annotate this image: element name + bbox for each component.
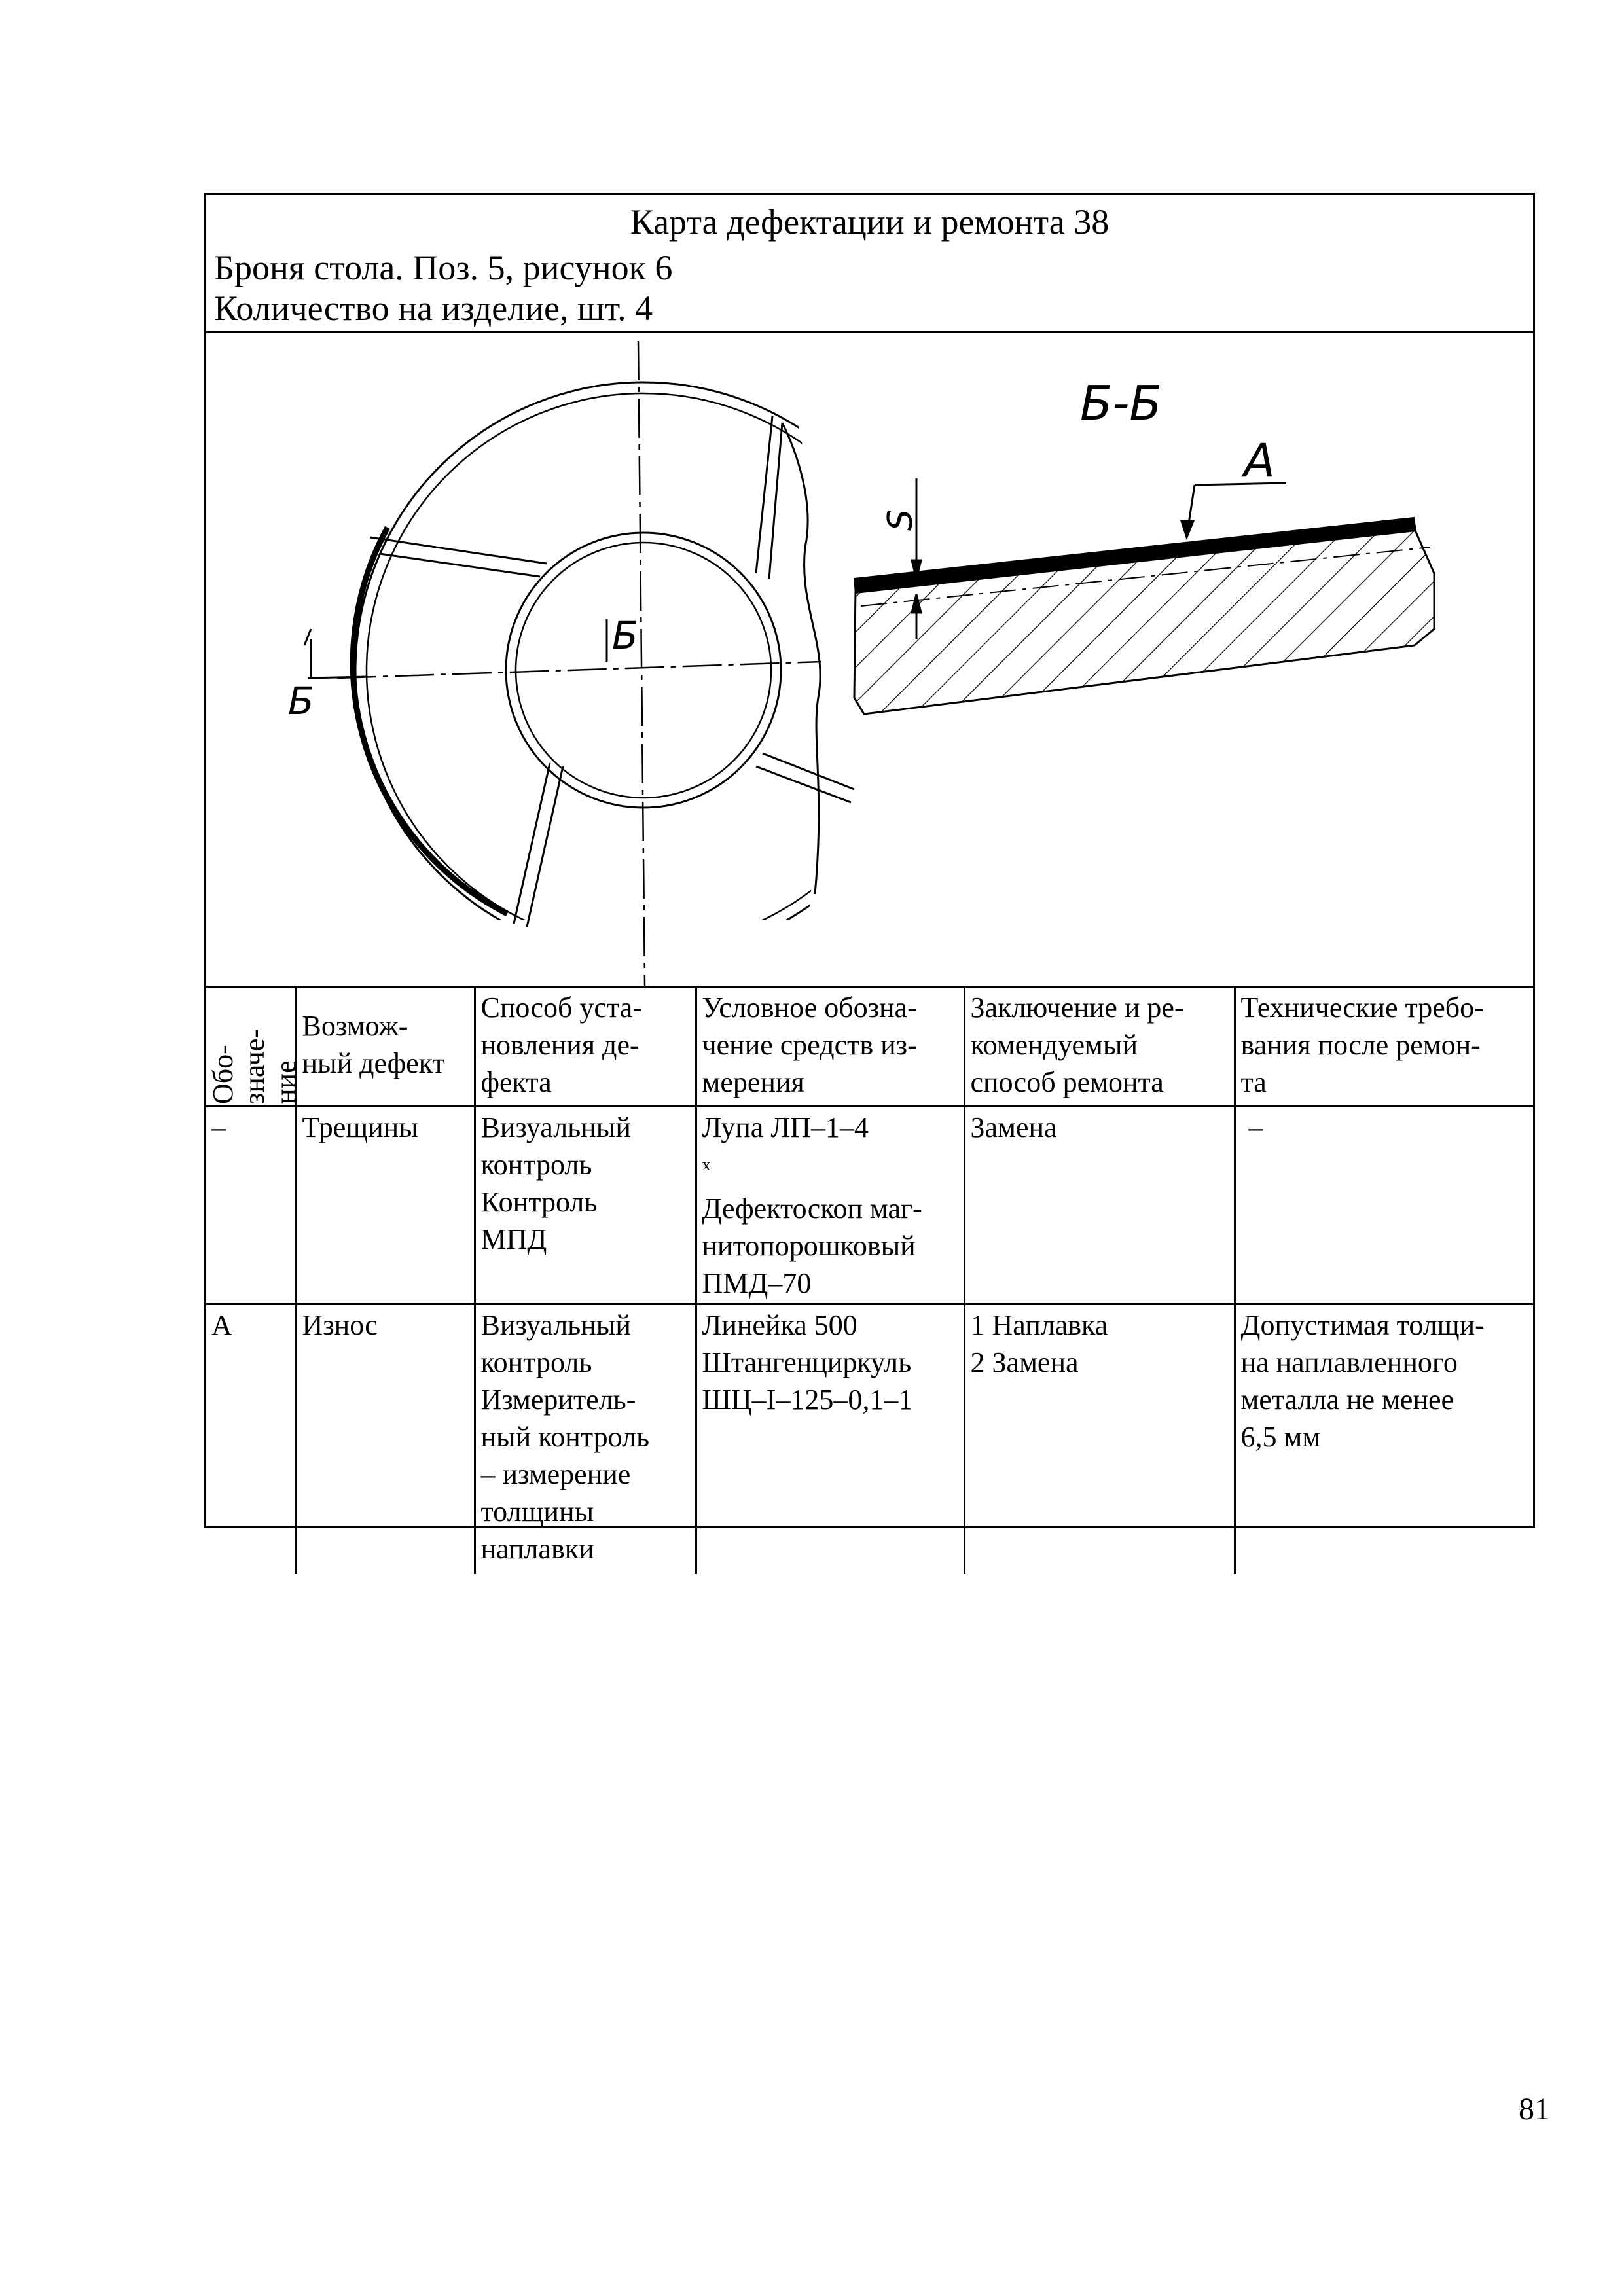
header-defect-line: Возмож- [302,1010,408,1042]
row2-tools-line: ШЦ–І–125–0,1–1 [702,1383,913,1416]
row1-requirements-line: – [1248,1111,1263,1143]
row2-requirements-line: Допустимая толщи- [1240,1308,1485,1341]
technical-drawing [206,331,1533,988]
row2-method-line: – измерение [480,1458,631,1490]
header-designation-text: Обо- значе- ние [207,1028,302,1104]
leader-a [1182,483,1286,537]
row2-repair-line: 1 Наплавка [970,1308,1108,1341]
row2-tools-line: Штангенциркуль [702,1346,912,1378]
header-defect [296,988,475,1107]
header-method-line: фекта [480,1066,552,1098]
row2-tools [696,1304,964,1574]
row2-tools-line: Линейка 500 [702,1308,857,1341]
header-repair-line: Заключение и ре- [970,992,1184,1024]
row2-repair [964,1304,1235,1574]
table-row [206,1304,1533,1574]
row2-requirements [1235,1304,1533,1574]
header-requirements-line: Технические требо- [1240,992,1484,1024]
header-defect-line: ный дефект [302,1047,445,1079]
center-lines [337,341,821,986]
table-header-row [206,988,1533,1107]
row1-tools-line: ПМД–70 [702,1266,812,1299]
section-view [854,518,1434,714]
drawing-svg [206,331,1533,986]
row1-method-line: Контроль [480,1186,598,1218]
row1-tools-line [702,1109,958,1190]
row1-repair-line: Замена [970,1111,1057,1143]
header-requirements-line: та [1240,1066,1267,1098]
row2-method-line: ный контроль [480,1420,650,1453]
label-a: А [1244,434,1275,488]
label-s: S [881,509,920,531]
row1-method-line: МПД [480,1223,547,1255]
header-repair [964,988,1235,1107]
header-tools-line: Условное обозна- [702,992,917,1024]
row1-repair [964,1107,1235,1304]
plan-view [353,382,931,958]
header-repair-line: комендуемый [970,1029,1138,1061]
row1-defect: Трещины [296,1107,475,1304]
header-method [475,988,696,1107]
row1-tools-line: нитопорошковый [702,1229,916,1262]
row1-tools [696,1107,964,1304]
quantity-line: Количество на изделие, шт. 4 [214,289,653,328]
row2-requirements-line: 6,5 мм [1240,1420,1321,1453]
row2-method-line: наплавки [480,1532,594,1565]
defects-table [206,988,1533,1574]
header-repair-line: способ ремонта [970,1066,1164,1098]
row2-repair-line: 2 Замена [970,1346,1079,1378]
header-method-line: новления де- [480,1029,640,1061]
row2-defect: Износ [296,1304,475,1574]
row1-tools-sup: х [702,1155,711,1174]
header-requirements [1235,988,1533,1107]
defect-card [204,193,1535,1565]
row1-method [475,1107,696,1304]
header-designation [206,988,302,1107]
card-title: Карта дефектации и ремонта 38 [630,202,1110,242]
header-tools [696,988,964,1107]
label-b-left: Б [288,679,314,723]
row2-method-line: Визуальный [480,1308,631,1341]
row1-tools-main: Лупа ЛП–1–4 [702,1111,869,1143]
header-tools-line: чение средств из- [702,1029,917,1061]
row2-method-line: Измеритель- [480,1383,636,1416]
row1-requirements [1235,1107,1533,1304]
table-row [206,1107,1533,1304]
row2-requirements-line: металла не менее [1240,1383,1454,1416]
row2-method-line: контроль [480,1346,592,1378]
row2-method-line: толщины [480,1495,594,1528]
label-b-center: Б [612,613,638,658]
header-method-line: Способ уста- [480,992,642,1024]
row2-requirements-line: на наплавленного [1240,1346,1458,1378]
row1-tools-line: Дефектоскоп маг- [702,1192,922,1225]
header-tools-line: мерения [702,1066,804,1098]
row1-method-line: контроль [480,1149,592,1181]
row2-method [475,1304,696,1574]
page-number: 81 [1519,2092,1550,2126]
row2-designation: А [206,1304,296,1574]
row1-method-line: Визуальный [480,1111,631,1143]
section-label: Б-Б [1080,376,1162,431]
header-requirements-line: вания после ремон- [1240,1029,1481,1061]
card-header [206,195,1533,333]
row1-designation: – [206,1107,296,1304]
part-name: Броня стола. Поз. 5, рисунок 6 [214,248,673,287]
